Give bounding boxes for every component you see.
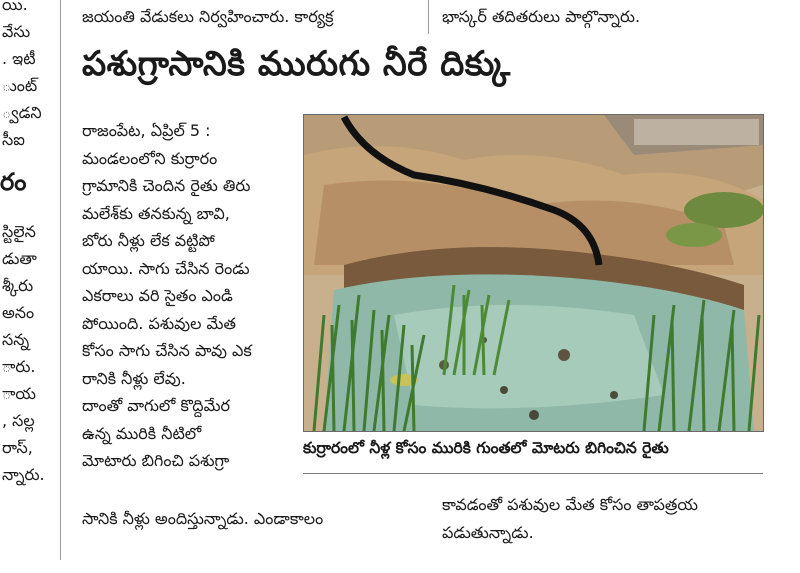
body-line: దాంతో వాగులో కొద్దిమేర — [82, 396, 230, 415]
left-fragment: సీఐ — [2, 130, 25, 149]
body-line: మోటారు బిగించి పశుగ్రా — [82, 451, 230, 470]
body-line-bottom: సానికి నీళ్లు అందిస్తున్నాడు. ఎండాకాలం — [82, 509, 324, 528]
photo-caption: కుర్రారంలో నీళ్ల కోసం మురికి గుంతలో మోటరు బిగించిన రైతు — [303, 439, 669, 457]
body-line: యాయి. సాగు చేసిన రెండు — [82, 258, 250, 278]
left-fragment: , సల్ల — [2, 411, 35, 430]
left-fragment: ారు. — [2, 357, 36, 376]
body-line: పోయింది. పశువుల మేత — [82, 313, 236, 333]
body-line: రాజంపేట, ఏప్రిల్ 5 : — [82, 121, 211, 140]
left-fragment: ుంట్ — [2, 76, 38, 95]
right-bottom-line: కావడంతో పశువుల మేత కోసం తాపత్రయ — [442, 495, 698, 514]
left-fragment: సన్న — [2, 330, 30, 349]
top-right-line: భాస్కర్ తదితరులు పాల్గొన్నారు. — [442, 7, 641, 26]
body-line: కోసం సాగు చేసిన పావు ఎక — [82, 341, 252, 360]
left-fragment: స్టిలైన — [2, 222, 36, 241]
left-fragment: అనం — [2, 303, 35, 322]
right-bottom-line: పడుతున్నాడు. — [442, 523, 534, 542]
left-fragment: రాస్, — [2, 438, 33, 457]
caption-rule — [303, 473, 763, 474]
left-fragment: . ఇటీ — [2, 49, 36, 68]
left-fragment: శ్కీరు — [2, 276, 34, 295]
body-line: మలేశ్‌కు తనకున్న బావి, — [82, 203, 230, 223]
column-divider-left — [60, 0, 61, 560]
left-fragment: ాయ — [2, 384, 36, 403]
left-fragment: యి. — [2, 0, 28, 14]
left-fragment: వేసు — [2, 22, 31, 41]
body-line: మండలంలోని కుర్రారం — [82, 148, 218, 168]
body-line: రానికి నీళ్లు లేవు. — [82, 368, 186, 388]
body-line: గ్రామానికి చెందిన రైతు తిరు — [82, 176, 251, 195]
left-fragment: డుతా — [2, 249, 37, 268]
article-body-column — [82, 117, 292, 475]
body-line: బోరు నీళ్లు లేక వట్టిపో — [82, 231, 215, 250]
article-headline: పశుగ్రాసానికి మురుగు నీరే దిక్కు — [82, 44, 511, 84]
top-mid-line: జయంతి వేడుకలు నిర్వహించారు. కార్యక్ర — [82, 7, 334, 26]
left-fragment: న్నారు. — [2, 465, 45, 484]
pond-photo-illustration — [304, 115, 763, 431]
left-fragment: ్వడని — [2, 103, 42, 122]
body-line: ఉన్న మురికి నీటిలో — [82, 423, 202, 443]
article-photo — [303, 114, 764, 432]
left-subheading: రం — [0, 168, 27, 196]
column-divider-top — [428, 0, 429, 34]
body-line: ఎకరాలు వరి సైతం ఎండి — [82, 286, 233, 305]
